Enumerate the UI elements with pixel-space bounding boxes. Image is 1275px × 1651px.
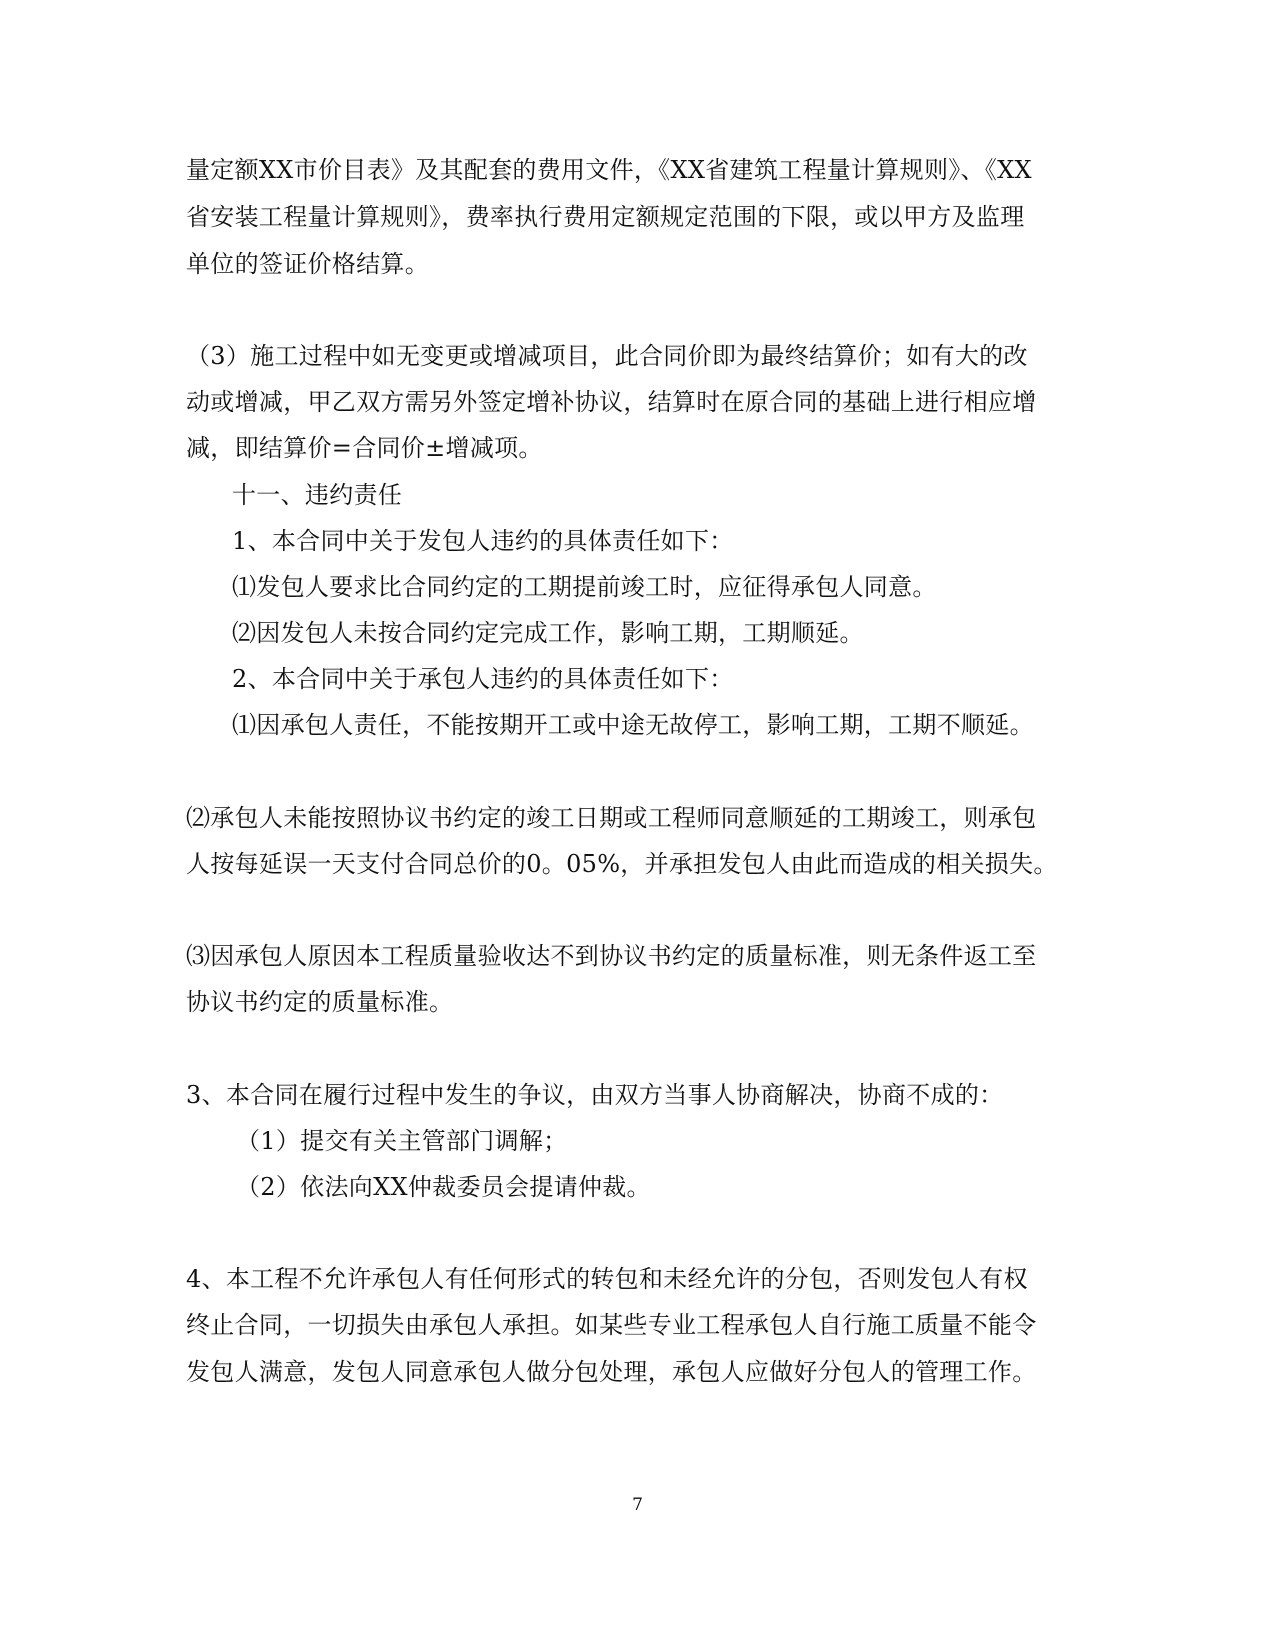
paragraph-line: 3、本合同在履行过程中发生的争议，由双方当事人协商解决，协商不成的： (186, 1081, 1004, 1109)
clause-item: ⑵因发包人未按合同约定完成工作，影响工期，工期顺延。 (232, 619, 864, 647)
paragraph-line: 发包人满意，发包人同意承包人做分包处理，承包人应做好分包人的管理工作。 (186, 1358, 1037, 1386)
paragraph-line: 减，即结算价=合同价±增减项。 (186, 434, 543, 462)
paragraph-line: 人按每延误一天支付合同总价的0。05%，并承担发包人由此而造成的相关损失。 (186, 850, 1058, 878)
paragraph-line: 协议书约定的质量标准。 (186, 988, 454, 1016)
paragraph-line: 单位的签证价格结算。 (186, 250, 429, 278)
paragraph-line: ⑵承包人未能按照协议书约定的竣工日期或工程师同意顺延的工期竣工，则承包 (186, 804, 1037, 832)
paragraph-line: 终止合同，一切损失由承包人承担。如某些专业工程承包人自行施工质量不能令 (186, 1311, 1037, 1339)
section-heading: 十一、违约责任 (232, 481, 403, 509)
paragraph-line: 动或增减，甲乙双方需另外签定增补协议，结算时在原合同的基础上进行相应增 (186, 388, 1037, 416)
clause-line: 1、本合同中关于发包人违约的具体责任如下： (232, 527, 734, 555)
paragraph-line: 4、本工程不允许承包人有任何形式的转包和未经允许的分包，否则发包人有权 (186, 1265, 1028, 1293)
clause-item: （1）提交有关主管部门调解； (236, 1127, 568, 1155)
paragraph-line: （3）施工过程中如无变更或增减项目，此合同价即为最终结算价；如有大的改 (186, 342, 1028, 370)
clause-line: 2、本合同中关于承包人违约的具体责任如下： (232, 665, 734, 693)
paragraph-line: 省安装工程量计算规则》，费率执行费用定额规定范围的下限，或以甲方及监理 (186, 203, 1025, 231)
page-number: 7 (632, 1495, 643, 1515)
clause-item: ⑴发包人要求比合同约定的工期提前竣工时，应征得承包人同意。 (232, 573, 937, 601)
clause-item: （2）依法向XX仲裁委员会提请仲裁。 (236, 1173, 651, 1201)
paragraph-line: ⑶因承包人原因本工程质量验收达不到协议书约定的质量标准，则无条件返工至 (186, 942, 1037, 970)
paragraph-line: 量定额XX市价目表》及其配套的费用文件，《XX省建筑工程量计算规则》、《XX (186, 156, 1032, 184)
clause-item: ⑴因承包人责任，不能按期开工或中途无故停工，影响工期，工期不顺延。 (232, 711, 1034, 739)
